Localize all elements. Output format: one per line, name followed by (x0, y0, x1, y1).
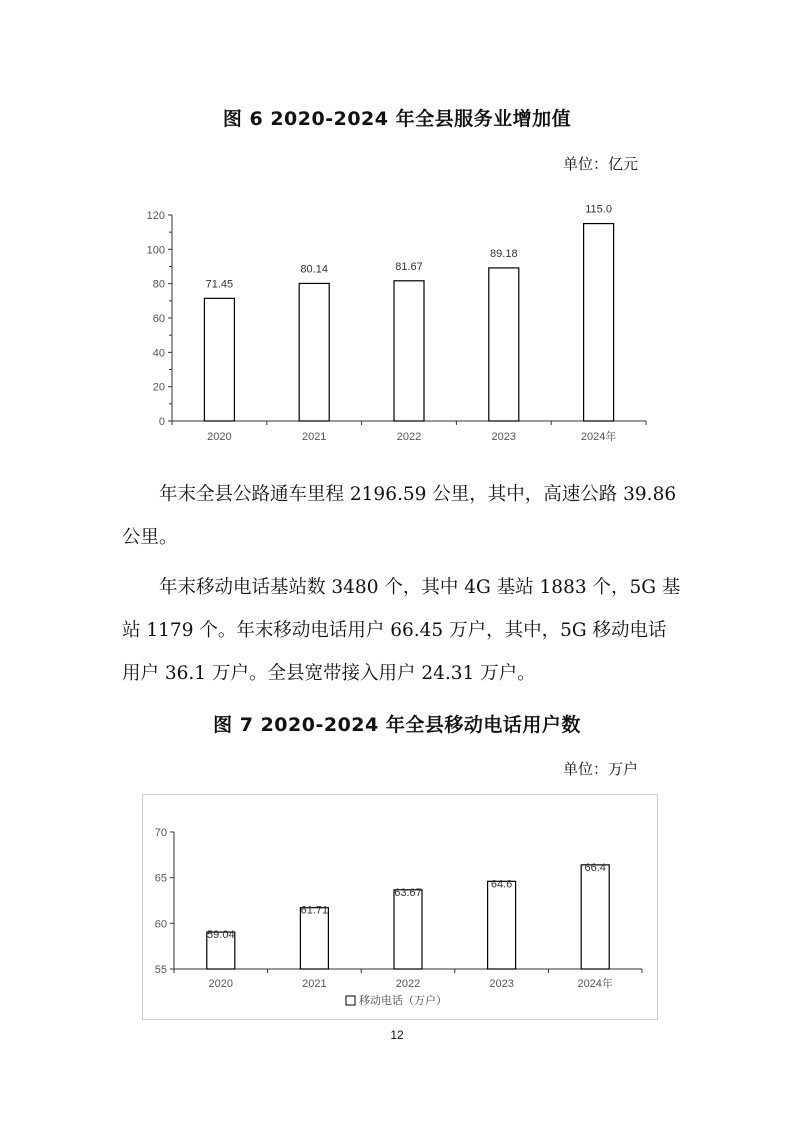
x-tick-label: 2020 (208, 978, 234, 990)
paragraph-telecom-line2: 站 1179 个。年末移动电话用户 66.45 万户，其中，5G 移动电话 (122, 620, 667, 641)
figure6-x-tick-labels (207, 429, 616, 443)
data-label-2020: 71.45 (205, 278, 234, 291)
y-tick-label: 20 (152, 381, 165, 394)
bar-2020 (204, 298, 234, 421)
y-tick-label: 100 (146, 244, 165, 257)
y-tick-label: 60 (152, 313, 165, 325)
x-tick-label: 2022 (396, 431, 422, 443)
data-label-2024年: 66.4 (584, 861, 606, 874)
bar-2021 (300, 908, 328, 969)
paragraph-telecom-line3: 用户 36.1 万户。全县宽带接入用户 24.31 万户。 (122, 663, 536, 684)
bar-2022 (394, 890, 422, 969)
data-label-2023: 64.6 (490, 878, 513, 891)
figure6-bars (204, 224, 613, 421)
bar-2023 (488, 881, 516, 969)
paragraph-roads (122, 473, 682, 559)
figure6-title: 图 6 2020-2024 年全县服务业增加值 (222, 108, 572, 130)
x-tick-label: 2021 (302, 978, 327, 990)
figure6-y-tick-labels (147, 210, 165, 428)
bar-2021 (299, 283, 329, 421)
x-tick-label: 2024年 (580, 431, 617, 443)
bar-2022 (394, 281, 424, 421)
paragraph-roads-line1: 年末全县公路通车里程 2196.59 公里，其中，高速公路 39.86 (159, 484, 677, 505)
figure7-unit: 单位：万户 (563, 760, 639, 778)
data-label-2021: 80.14 (300, 263, 328, 276)
y-tick-label: 60 (154, 918, 167, 931)
x-tick-label: 2023 (491, 431, 517, 443)
page-number: 12 (390, 1028, 404, 1042)
y-tick-label: 70 (154, 827, 167, 839)
data-label-2020: 59.04 (207, 929, 235, 942)
legend-label: 移动电话（万户） (359, 995, 447, 1007)
paragraph-telecom (122, 566, 682, 695)
data-label-2023: 89.18 (490, 247, 518, 260)
bar-2024年 (581, 865, 609, 969)
bar-2024年 (584, 224, 614, 421)
y-tick-label: 120 (146, 210, 165, 222)
paragraph-telecom-line1: 年末移动电话基站数 3480 个，其中 4G 基站 1883 个，5G 基 (159, 577, 681, 598)
figure7-title: 图 7 2020-2024 年全县移动电话用户数 (213, 714, 581, 736)
figure6-unit: 单位：亿元 (563, 155, 639, 173)
x-tick-label: 2022 (395, 978, 421, 990)
data-label-2024年: 115.0 (585, 203, 612, 216)
y-tick-label: 55 (154, 964, 167, 976)
x-tick-label: 2021 (301, 431, 327, 443)
paragraph-roads-line2: 公里。 (122, 527, 178, 548)
y-tick-label: 65 (154, 872, 167, 885)
x-tick-label: 2020 (207, 431, 232, 443)
y-tick-label: 0 (158, 416, 165, 428)
x-tick-label: 2023 (489, 978, 514, 990)
legend-swatch (346, 996, 355, 1005)
figure6-data-labels (206, 204, 612, 291)
y-tick-label: 40 (152, 347, 165, 360)
data-label-2021: 61.71 (300, 904, 329, 917)
figure6-chart (120, 195, 660, 450)
y-tick-label: 80 (152, 278, 165, 291)
bar-2023 (489, 268, 519, 421)
figure7-chart (142, 794, 658, 1020)
figure7-legend (346, 993, 447, 1007)
x-tick-label: 2024年 (577, 978, 613, 990)
data-label-2022: 63.67 (394, 886, 422, 899)
data-label-2022: 81.67 (395, 260, 423, 273)
